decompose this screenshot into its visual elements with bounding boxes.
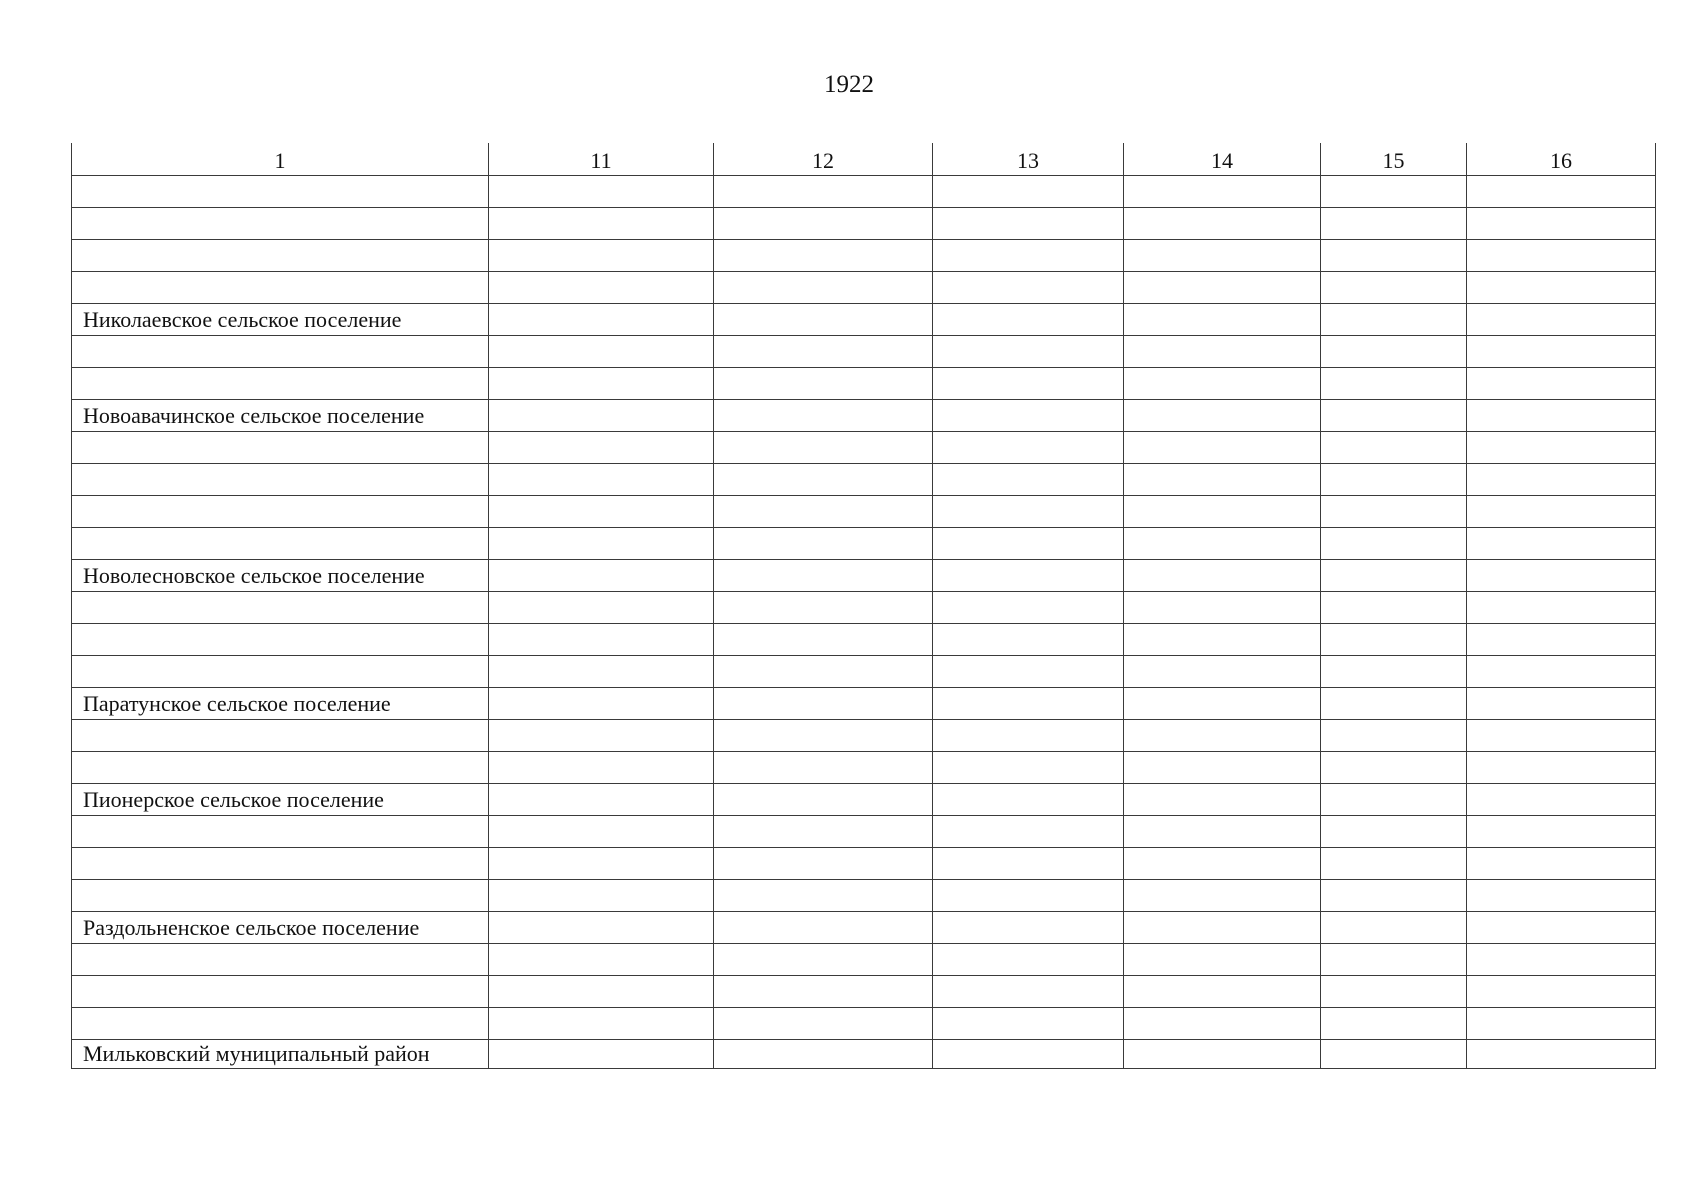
data-table xyxy=(71,143,1656,1069)
table-cell xyxy=(1124,879,1321,911)
table-row xyxy=(72,879,1656,911)
row-name-cell xyxy=(72,943,489,975)
table-cell xyxy=(1321,271,1467,303)
table-row xyxy=(72,207,1656,239)
table-cell xyxy=(1321,367,1467,399)
table-cell xyxy=(1124,943,1321,975)
table-row xyxy=(72,847,1656,879)
table-cell xyxy=(1124,175,1321,207)
table-cell xyxy=(933,175,1124,207)
row-name-cell xyxy=(72,463,489,495)
row-name-cell: Мильковский муниципальный район xyxy=(72,1039,489,1068)
table-cell xyxy=(1124,975,1321,1007)
table-cell xyxy=(489,239,714,271)
table-cell xyxy=(1321,1007,1467,1039)
table-cell xyxy=(714,463,933,495)
table-cell xyxy=(1467,847,1656,879)
table-cell xyxy=(714,943,933,975)
row-name-cell xyxy=(72,271,489,303)
table-cell xyxy=(1467,591,1656,623)
table-cell xyxy=(1321,623,1467,655)
table-row xyxy=(72,303,1656,335)
table-cell xyxy=(1124,1039,1321,1068)
table-cell xyxy=(1467,527,1656,559)
table-cell xyxy=(1124,271,1321,303)
table-cell xyxy=(1467,815,1656,847)
table-cell xyxy=(714,303,933,335)
table-cell xyxy=(1124,687,1321,719)
row-name-cell xyxy=(72,847,489,879)
table-cell xyxy=(1321,719,1467,751)
row-name-cell: Новоавачинское сельское поселение xyxy=(72,399,489,431)
table-cell xyxy=(1124,463,1321,495)
table-cell xyxy=(1321,495,1467,527)
table-cell xyxy=(714,783,933,815)
table-cell xyxy=(1124,303,1321,335)
table-cell xyxy=(1124,335,1321,367)
table-cell xyxy=(1321,239,1467,271)
table-cell xyxy=(714,559,933,591)
table-cell xyxy=(1321,335,1467,367)
table-row xyxy=(72,431,1656,463)
table-cell xyxy=(1124,239,1321,271)
table-row xyxy=(72,367,1656,399)
table-cell xyxy=(489,527,714,559)
table-cell xyxy=(1124,527,1321,559)
table-cell xyxy=(933,1039,1124,1068)
table-cell xyxy=(933,847,1124,879)
table-cell xyxy=(1124,847,1321,879)
table-cell xyxy=(1467,431,1656,463)
table-cell xyxy=(489,1007,714,1039)
table-cell xyxy=(1124,751,1321,783)
table-cell xyxy=(489,783,714,815)
table-cell xyxy=(714,399,933,431)
table-cell xyxy=(714,1007,933,1039)
table-cell xyxy=(933,271,1124,303)
table-cell xyxy=(933,303,1124,335)
table-cell xyxy=(1467,495,1656,527)
table-cell xyxy=(1467,399,1656,431)
table-cell xyxy=(1321,1039,1467,1068)
table-cell xyxy=(1321,687,1467,719)
table-cell xyxy=(1321,463,1467,495)
table-cell xyxy=(1321,943,1467,975)
table-cell xyxy=(489,303,714,335)
table-cell xyxy=(1124,783,1321,815)
table-cell xyxy=(1467,623,1656,655)
table-cell xyxy=(1467,239,1656,271)
table-cell xyxy=(933,367,1124,399)
table-cell xyxy=(1124,367,1321,399)
table-cell xyxy=(714,367,933,399)
table-cell xyxy=(1124,559,1321,591)
table-cell xyxy=(714,1039,933,1068)
row-name-cell xyxy=(72,527,489,559)
row-name-cell: Николаевское сельское поселение xyxy=(72,303,489,335)
column-header: 15 xyxy=(1321,143,1467,175)
table-cell xyxy=(489,559,714,591)
table-cell xyxy=(489,751,714,783)
table-cell xyxy=(714,751,933,783)
table-row xyxy=(72,975,1656,1007)
row-name-cell xyxy=(72,719,489,751)
table-cell xyxy=(714,911,933,943)
table-cell xyxy=(1124,495,1321,527)
table-cell xyxy=(933,559,1124,591)
table-cell xyxy=(489,335,714,367)
table-row xyxy=(72,687,1656,719)
column-header: 11 xyxy=(489,143,714,175)
table-cell xyxy=(1467,655,1656,687)
row-name-cell xyxy=(72,623,489,655)
row-name-cell xyxy=(72,239,489,271)
table-cell xyxy=(1467,1039,1656,1068)
table-cell xyxy=(714,271,933,303)
table-cell xyxy=(933,623,1124,655)
table-cell xyxy=(933,463,1124,495)
table-body xyxy=(72,175,1656,1068)
row-name-cell xyxy=(72,495,489,527)
table-cell xyxy=(1467,911,1656,943)
table-cell xyxy=(714,847,933,879)
table-row xyxy=(72,399,1656,431)
table-cell xyxy=(714,591,933,623)
table-row xyxy=(72,591,1656,623)
table-cell xyxy=(489,719,714,751)
table-cell xyxy=(714,975,933,1007)
table-row xyxy=(72,943,1656,975)
table-cell xyxy=(1467,175,1656,207)
table-cell xyxy=(714,239,933,271)
table-cell xyxy=(1467,751,1656,783)
table-row xyxy=(72,623,1656,655)
table-row xyxy=(72,815,1656,847)
table-cell xyxy=(489,975,714,1007)
table-cell xyxy=(489,175,714,207)
row-name-cell: Пионерское сельское поселение xyxy=(72,783,489,815)
table-cell xyxy=(489,399,714,431)
table-cell xyxy=(1124,623,1321,655)
row-name-cell xyxy=(72,1007,489,1039)
table-cell xyxy=(1321,431,1467,463)
row-name-cell xyxy=(72,975,489,1007)
table-cell xyxy=(714,687,933,719)
table-cell xyxy=(489,271,714,303)
table-cell xyxy=(1321,559,1467,591)
table-cell xyxy=(489,463,714,495)
table-cell xyxy=(933,591,1124,623)
table-cell xyxy=(714,175,933,207)
column-header: 12 xyxy=(714,143,933,175)
table-row xyxy=(72,655,1656,687)
table-cell xyxy=(933,911,1124,943)
table-cell xyxy=(714,431,933,463)
table-cell xyxy=(933,1007,1124,1039)
table-cell xyxy=(714,623,933,655)
row-name-cell: Раздольненское сельское поселение xyxy=(72,911,489,943)
table-cell xyxy=(1124,815,1321,847)
table-cell xyxy=(1124,655,1321,687)
table-cell xyxy=(933,335,1124,367)
table-row xyxy=(72,495,1656,527)
table-cell xyxy=(1467,975,1656,1007)
table-cell xyxy=(1321,207,1467,239)
table-cell xyxy=(1124,719,1321,751)
table-cell xyxy=(1467,879,1656,911)
table-cell xyxy=(489,495,714,527)
table-cell xyxy=(1467,303,1656,335)
table-cell xyxy=(1467,367,1656,399)
table-cell xyxy=(1467,719,1656,751)
table-cell xyxy=(489,207,714,239)
table-row xyxy=(72,175,1656,207)
table-cell xyxy=(489,367,714,399)
column-header: 13 xyxy=(933,143,1124,175)
table-cell xyxy=(933,399,1124,431)
table-cell xyxy=(489,431,714,463)
row-name-cell xyxy=(72,751,489,783)
table-cell xyxy=(489,879,714,911)
table-cell xyxy=(933,975,1124,1007)
row-name-cell xyxy=(72,815,489,847)
table-row xyxy=(72,463,1656,495)
table-cell xyxy=(1321,655,1467,687)
table-cell xyxy=(1321,527,1467,559)
table-cell xyxy=(489,687,714,719)
table-row xyxy=(72,559,1656,591)
row-name-cell xyxy=(72,367,489,399)
table-row xyxy=(72,239,1656,271)
column-header: 1 xyxy=(72,143,489,175)
table-cell xyxy=(1467,943,1656,975)
table-cell xyxy=(933,655,1124,687)
table-cell xyxy=(1124,207,1321,239)
table-cell xyxy=(1321,303,1467,335)
table-cell xyxy=(714,527,933,559)
table-row xyxy=(72,1007,1656,1039)
table-cell xyxy=(1467,687,1656,719)
table-cell xyxy=(933,719,1124,751)
table-cell xyxy=(933,239,1124,271)
table-cell xyxy=(489,623,714,655)
table-cell xyxy=(714,335,933,367)
row-name-cell: Паратунское сельское поселение xyxy=(72,687,489,719)
table-cell xyxy=(1321,175,1467,207)
table-row xyxy=(72,783,1656,815)
table-row xyxy=(72,335,1656,367)
table-cell xyxy=(933,207,1124,239)
table-cell xyxy=(1321,879,1467,911)
table-cell xyxy=(933,495,1124,527)
table-cell xyxy=(1467,207,1656,239)
row-name-cell: Новолесновское сельское поселение xyxy=(72,559,489,591)
column-header: 16 xyxy=(1467,143,1656,175)
table-cell xyxy=(1124,591,1321,623)
table-cell xyxy=(1124,431,1321,463)
table-cell xyxy=(489,911,714,943)
table-cell xyxy=(933,815,1124,847)
table-cell xyxy=(933,527,1124,559)
row-name-cell xyxy=(72,175,489,207)
row-name-cell xyxy=(72,655,489,687)
table-row xyxy=(72,1039,1656,1068)
table-cell xyxy=(1321,815,1467,847)
table-cell xyxy=(1467,783,1656,815)
table-cell xyxy=(933,943,1124,975)
row-name-cell xyxy=(72,207,489,239)
table-cell xyxy=(714,815,933,847)
table-cell xyxy=(1467,463,1656,495)
table-cell xyxy=(1467,335,1656,367)
table-cell xyxy=(489,591,714,623)
column-header: 14 xyxy=(1124,143,1321,175)
table-cell xyxy=(933,431,1124,463)
table-cell xyxy=(714,207,933,239)
row-name-cell xyxy=(72,879,489,911)
table-row xyxy=(72,719,1656,751)
table-cell xyxy=(1321,847,1467,879)
table-cell xyxy=(1467,271,1656,303)
table-cell xyxy=(933,687,1124,719)
table-cell xyxy=(1321,783,1467,815)
table-header xyxy=(72,143,1656,175)
table-row xyxy=(72,751,1656,783)
row-name-cell xyxy=(72,431,489,463)
table-cell xyxy=(489,943,714,975)
page-number: 1922 xyxy=(824,71,874,98)
table-cell xyxy=(1467,1007,1656,1039)
table-cell xyxy=(489,655,714,687)
table-cell xyxy=(489,1039,714,1068)
table-cell xyxy=(1321,399,1467,431)
row-name-cell xyxy=(72,591,489,623)
table-cell xyxy=(1321,751,1467,783)
table-cell xyxy=(1321,911,1467,943)
table-cell xyxy=(714,719,933,751)
table-cell xyxy=(933,783,1124,815)
table-cell xyxy=(1124,1007,1321,1039)
table-cell xyxy=(1124,399,1321,431)
table-cell xyxy=(489,815,714,847)
table-cell xyxy=(1124,911,1321,943)
table-cell xyxy=(1467,559,1656,591)
table-cell xyxy=(714,655,933,687)
table-cell xyxy=(1321,975,1467,1007)
table-cell xyxy=(489,847,714,879)
table-row xyxy=(72,911,1656,943)
table-cell xyxy=(933,879,1124,911)
table-row xyxy=(72,527,1656,559)
header-row xyxy=(72,143,1656,175)
table-cell xyxy=(714,879,933,911)
table-row xyxy=(72,271,1656,303)
row-name-cell xyxy=(72,335,489,367)
table-cell xyxy=(1321,591,1467,623)
table-cell xyxy=(714,495,933,527)
table-cell xyxy=(933,751,1124,783)
